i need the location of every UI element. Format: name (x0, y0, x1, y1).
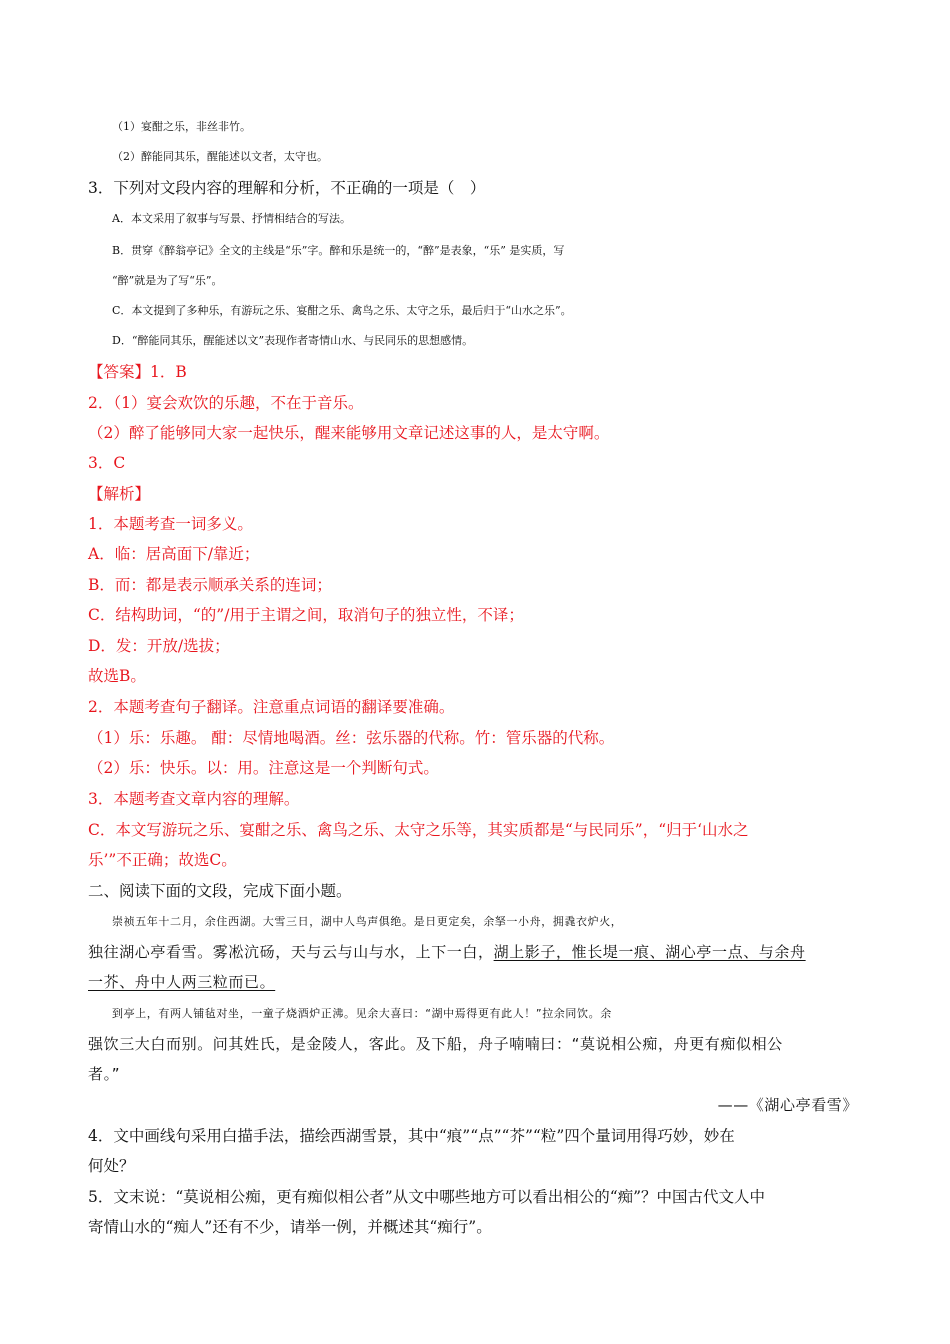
question-4-line1: 4．文中画线句采用白描手法，描绘西湖雪景，其中“痕”“点”“芥”“粒”四个量词用得巧妙，妙在 (88, 1127, 735, 1145)
analysis-line-7: 2．本题考查句子翻译。注意重点词语的翻译要准确。 (88, 698, 455, 716)
analysis-line-2: A．临：居高面下/靠近； (88, 545, 260, 563)
q2-item-2: （2）醉能同其乐，醒能述以文者，太守也。 (112, 150, 328, 163)
answer-2-line1: 2．（1）宴会欢饮的乐趣，不在于音乐。 (88, 394, 364, 412)
passage-p1-line2 (88, 941, 858, 963)
passage-source: ——《湖心亭看雪》 (717, 1096, 858, 1114)
question-5-line1: 5．文末说：“莫说相公痴，更有痴似相公者”从文中哪些地方可以看出相公的“痴”？中国古代文人中 (88, 1188, 766, 1206)
passage-p2-line2: 强饮三大白而别。问其姓氏，是金陵人，客此。及下船，舟子喃喃曰：“莫说相公痴，舟更有痴似相公 (88, 1035, 783, 1053)
answer-1: 1．B (150, 363, 187, 381)
answer-3: 3．C (88, 454, 126, 472)
q2-item-1: （1）宴酣之乐，非丝非竹。 (112, 120, 251, 133)
analysis-line-1: 1．本题考查一词多义。 (88, 515, 253, 533)
q3-option-a: A．本文采用了叙事与写景、抒情相结合的写法。 (112, 212, 351, 225)
q3-option-d: D．“醉能同其乐，醒能述以文”表现作者寄情山水、与民同乐的思想感情。 (112, 334, 474, 347)
analysis-line-6: 故选B。 (88, 667, 146, 685)
analysis-line-8: （1）乐：乐趣。 酣：尽情地喝酒。丝：弦乐器的代称。竹：管乐器的代称。 (88, 729, 615, 747)
underlined-sentence-part1: 湖上影子，惟长堤一痕、湖心亭一点、与余舟 (493, 943, 806, 961)
q3-option-c: C．本文提到了多种乐，有游玩之乐、宴酣之乐、禽鸟之乐、太守之乐，最后归于“山水之乐”。 (112, 304, 572, 317)
section-2-heading: 二、阅读下面的文段，完成下面小题。 (88, 882, 352, 900)
q3-option-b-line1: B．贯穿《醉翁亭记》全文的主线是“乐”字。醉和乐是统一的，“醉”是表象，“乐” 是实质，写 (112, 244, 565, 257)
analysis-line-5: D．发：开放/选拔； (88, 637, 230, 655)
analysis-label: 【解析】 (88, 485, 151, 503)
question-4-line2: 何处？ (88, 1157, 135, 1175)
question-5-line2: 寄情山水的“痴人”还有不少，请举一例，并概述其“痴行”。 (88, 1218, 492, 1236)
answer-2-line2: （2）醉了能够同大家一起快乐，醒来能够用文章记述这事的人，是太守啊。 (88, 424, 610, 442)
passage-p1-line1: 崇祯五年十二月，余住西湖。大雪三日，湖中人鸟声俱绝。是日更定矣，余拏一小舟，拥毳衣炉火， (112, 915, 623, 928)
q3-option-b-line2: “醉”就是为了写“乐”。 (112, 274, 223, 287)
analysis-line-3: B．而：都是表示顺承关系的连词； (88, 576, 332, 594)
analysis-line-9: （2）乐：快乐。以：用。注意这是一个判断句式。 (88, 759, 439, 777)
underlined-sentence-part2: 一芥、舟中人两三粒而已。 (88, 973, 276, 991)
passage-p1-line3 (88, 971, 858, 993)
analysis-line-4: C．结构助词，“的”/用于主谓之间，取消句子的独立性，不译； (88, 606, 524, 624)
q3-stem: 3．下列对文段内容的理解和分析，不正确的一项是（ ） (88, 179, 486, 197)
analysis-line-12: 乐’”不正确；故选C。 (88, 851, 237, 869)
answer-line-1 (88, 361, 858, 383)
passage-p1-line2-plain: 独往湖心亭看雪。雾凇沆砀，天与云与山与水，上下一白， (88, 943, 494, 961)
analysis-line-11: C．本文写游玩之乐、宴酣之乐、禽鸟之乐、太守之乐等，其实质都是“与民同乐”，“归于‘山水之 (88, 821, 749, 839)
analysis-line-10: 3．本题考查文章内容的理解。 (88, 790, 300, 808)
passage-p2-line1: 到亭上，有两人铺毡对坐，一童子烧酒炉正沸。见余大喜曰：“湖中焉得更有此人！”拉余同饮。余 (112, 1007, 612, 1020)
answer-label: 【答案】 (88, 363, 151, 381)
passage-p2-line3: 者。” (88, 1065, 121, 1083)
